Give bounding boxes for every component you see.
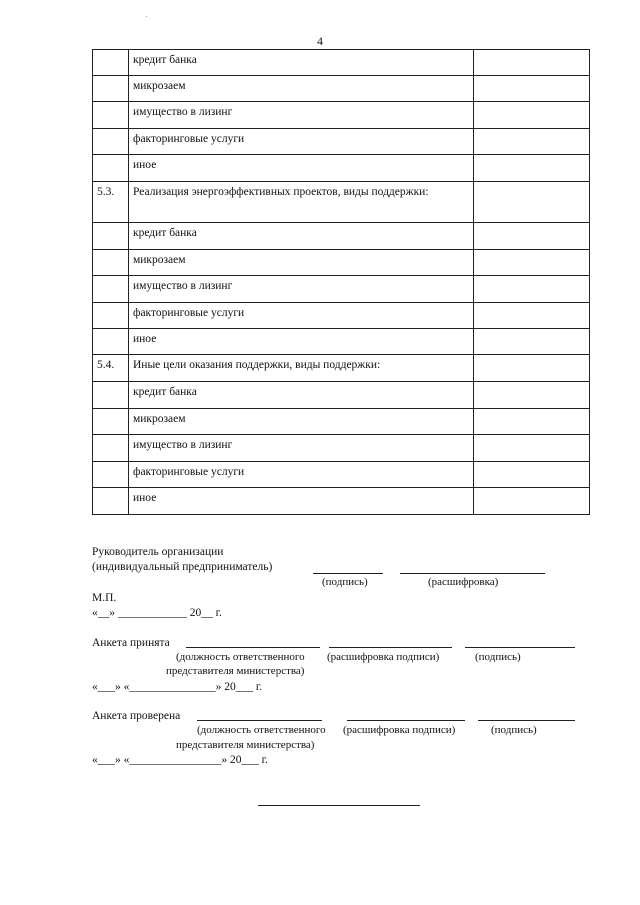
table-row xyxy=(93,102,590,129)
stamp-label: М.П. xyxy=(92,592,117,604)
row-text-cell: имущество в лизинг xyxy=(129,102,474,129)
checked-position-caption-2: представителя министерства) xyxy=(176,739,315,751)
table-row xyxy=(93,435,590,462)
checked-decode-line[interactable] xyxy=(347,720,465,721)
checked-label: Анкета проверена xyxy=(92,710,181,722)
table-row xyxy=(93,182,590,223)
table-row xyxy=(93,355,590,382)
row-number-cell: 5.3. xyxy=(93,182,129,223)
row-value-cell[interactable] xyxy=(474,409,590,435)
table-row xyxy=(93,223,590,250)
table-row xyxy=(93,129,590,155)
accepted-position-caption-2: представителя министерства) xyxy=(166,665,305,677)
table-row xyxy=(93,382,590,409)
head-signature-line[interactable] xyxy=(313,573,383,574)
row-value-cell[interactable] xyxy=(474,303,590,329)
row-value-cell[interactable] xyxy=(474,435,590,462)
accepted-position-line[interactable] xyxy=(186,647,320,648)
row-text-cell: микрозаем xyxy=(129,76,474,102)
row-value-cell[interactable] xyxy=(474,276,590,303)
row-number-cell xyxy=(93,329,129,355)
row-value-cell[interactable] xyxy=(474,155,590,182)
row-number-cell xyxy=(93,435,129,462)
accepted-date: «___» «_______________» 20___ г. xyxy=(92,681,263,693)
accepted-signature-line[interactable] xyxy=(465,647,575,648)
row-value-cell[interactable] xyxy=(474,488,590,515)
row-number-cell xyxy=(93,102,129,129)
table-row xyxy=(93,303,590,329)
table-row xyxy=(93,276,590,303)
accepted-signature-caption: (подпись) xyxy=(475,651,521,663)
row-number-cell xyxy=(93,382,129,409)
row-text-cell: факторинговые услуги xyxy=(129,462,474,488)
scan-speck xyxy=(146,16,147,17)
row-value-cell[interactable] xyxy=(474,355,590,382)
row-value-cell[interactable] xyxy=(474,102,590,129)
row-value-cell[interactable] xyxy=(474,382,590,409)
row-text-cell: микрозаем xyxy=(129,409,474,435)
accepted-label: Анкета принята xyxy=(92,637,170,649)
checked-signature-caption: (подпись) xyxy=(491,724,537,736)
row-number-cell xyxy=(93,462,129,488)
row-text-cell: имущество в лизинг xyxy=(129,435,474,462)
row-text-cell: факторинговые услуги xyxy=(129,129,474,155)
row-value-cell[interactable] xyxy=(474,50,590,76)
support-types-table-body xyxy=(93,50,590,515)
row-value-cell[interactable] xyxy=(474,223,590,250)
row-value-cell[interactable] xyxy=(474,462,590,488)
row-number-cell xyxy=(93,276,129,303)
row-value-cell[interactable] xyxy=(474,329,590,355)
row-text-cell: Иные цели оказания поддержки, виды поддержки: xyxy=(129,355,474,382)
row-text-cell: кредит банка xyxy=(129,50,474,76)
head-date: «__» ____________ 20__ г. xyxy=(92,607,222,619)
checked-position-caption: (должность ответственного xyxy=(197,724,326,736)
row-number-cell xyxy=(93,488,129,515)
table-row xyxy=(93,409,590,435)
row-number-cell xyxy=(93,303,129,329)
head-subtitle: (индивидуальный предприниматель) xyxy=(92,561,273,573)
row-value-cell[interactable] xyxy=(474,129,590,155)
row-number-cell xyxy=(93,50,129,76)
row-number-cell xyxy=(93,223,129,250)
head-title: Руководитель организации xyxy=(92,546,224,558)
checked-position-line[interactable] xyxy=(197,720,322,721)
accepted-position-caption: (должность ответственного xyxy=(176,651,305,663)
row-number-cell xyxy=(93,129,129,155)
row-text-cell: микрозаем xyxy=(129,250,474,276)
checked-signature-line[interactable] xyxy=(478,720,575,721)
row-text-cell: иное xyxy=(129,329,474,355)
table-row xyxy=(93,329,590,355)
accepted-decode-line[interactable] xyxy=(329,647,452,648)
row-text-cell: иное xyxy=(129,155,474,182)
table-row xyxy=(93,76,590,102)
row-text-cell: кредит банка xyxy=(129,382,474,409)
checked-decode-caption: (расшифровка подписи) xyxy=(343,724,456,736)
bottom-separator xyxy=(258,805,420,806)
row-text-cell: кредит банка xyxy=(129,223,474,250)
row-value-cell[interactable] xyxy=(474,76,590,102)
row-number-cell xyxy=(93,76,129,102)
head-decode-line[interactable] xyxy=(400,573,545,574)
table-row xyxy=(93,462,590,488)
row-value-cell[interactable] xyxy=(474,182,590,223)
head-decode-caption: (расшифровка) xyxy=(428,576,499,588)
table-row xyxy=(93,488,590,515)
row-number-cell xyxy=(93,250,129,276)
checked-date: «___» «________________» 20___ г. xyxy=(92,754,268,766)
page-number: 4 xyxy=(317,34,323,48)
row-number-cell xyxy=(93,155,129,182)
row-number-cell xyxy=(93,409,129,435)
row-number-cell: 5.4. xyxy=(93,355,129,382)
row-text-cell: факторинговые услуги xyxy=(129,303,474,329)
row-text-cell: Реализация энергоэффективных проектов, виды поддержки: xyxy=(129,182,474,223)
table-row xyxy=(93,155,590,182)
row-value-cell[interactable] xyxy=(474,250,590,276)
head-signature-caption: (подпись) xyxy=(322,576,368,588)
row-text-cell: имущество в лизинг xyxy=(129,276,474,303)
table-row xyxy=(93,50,590,76)
table-row xyxy=(93,250,590,276)
support-types-table xyxy=(92,49,590,515)
accepted-decode-caption: (расшифровка подписи) xyxy=(327,651,440,663)
row-text-cell: иное xyxy=(129,488,474,515)
